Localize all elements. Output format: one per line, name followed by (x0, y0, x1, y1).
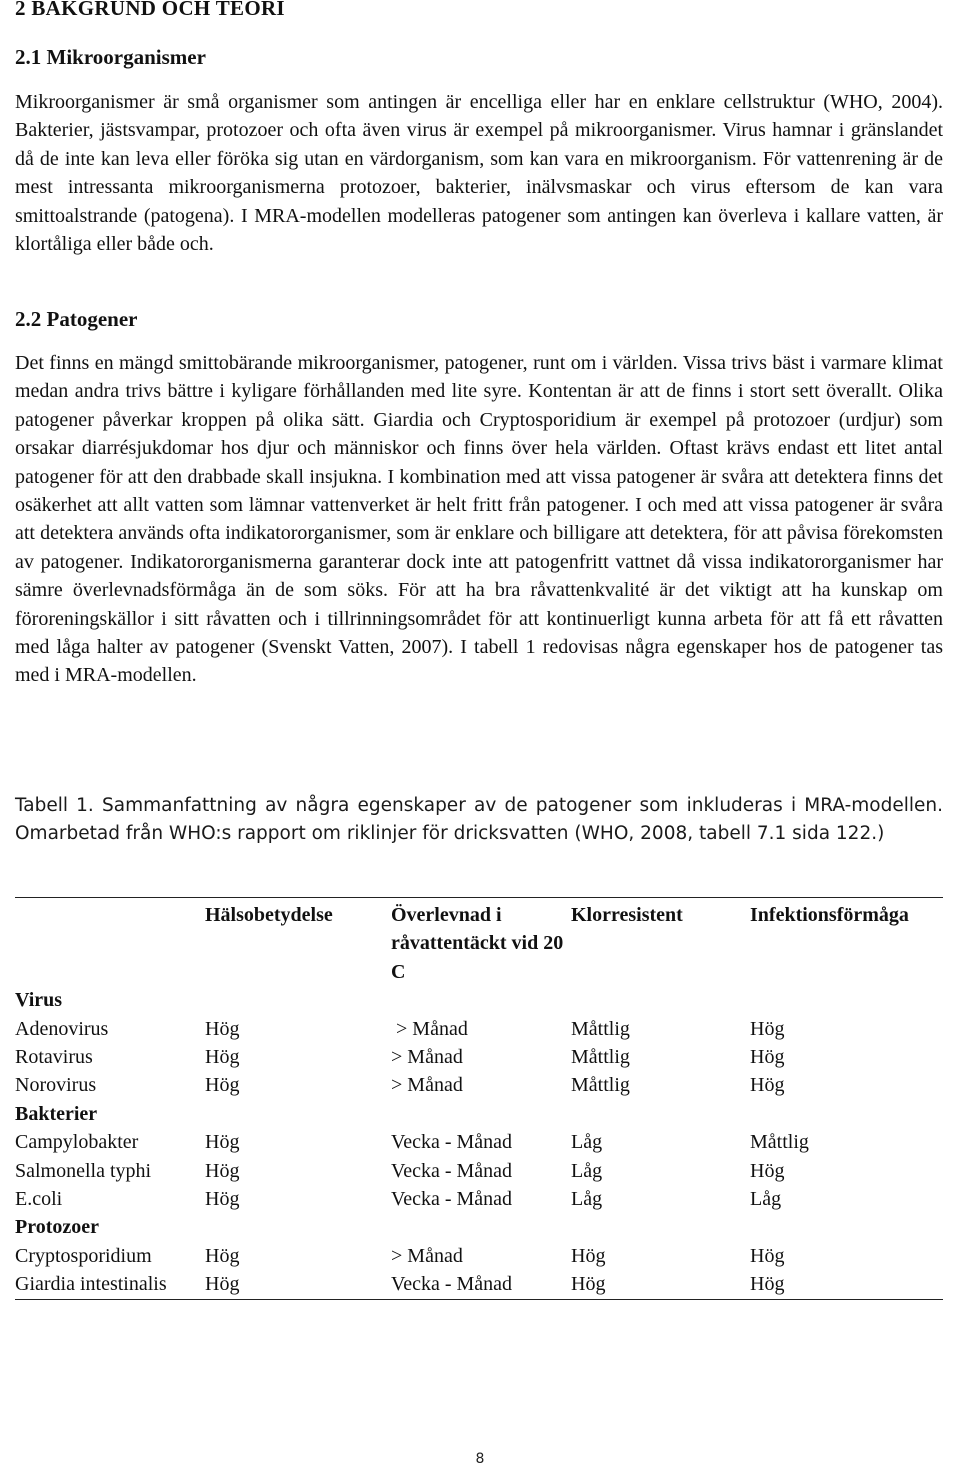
table-cell: Hög (750, 1244, 785, 1267)
pathogen-name: E.coli (15, 1188, 63, 1211)
table-cell: Hög (205, 1074, 240, 1097)
table-cell: Hög (205, 1131, 240, 1154)
table-header-row (15, 898, 943, 987)
section-heading-mikroorganismer: 2.1 Mikroorganismer (15, 45, 206, 69)
category-row (15, 1100, 943, 1128)
table-cell: Hög (205, 1188, 240, 1211)
table-row (15, 1185, 943, 1213)
table-cell: Vecka - Månad (391, 1159, 513, 1182)
pathogen-name: Campylobakter (15, 1131, 139, 1154)
table-cell: Hög (205, 1159, 240, 1182)
table-cell: Måttlig (750, 1131, 809, 1154)
table-cell: Hög (205, 1017, 240, 1040)
header-cell-overlevnad: Överlevnad i råvattentäckt vid 20 C (391, 904, 564, 983)
table-caption: Tabell 1. Sammanfattning av några egenskaper av de patogener som inkluderas i MRA-modellen. Omarbetad från WHO:s rapport om riklinjer för dricksvatten (WHO, 2008, tabell 7.1 sida 122.) (15, 795, 943, 845)
table-cell: Vecka - Månad (391, 1188, 513, 1211)
table-cell: Måttlig (571, 1046, 630, 1069)
table-cell: > Månad (391, 1244, 463, 1267)
table-cell: Låg (571, 1159, 603, 1182)
pathogen-name: Adenovirus (15, 1017, 109, 1040)
pathogen-name: Salmonella typhi (15, 1159, 152, 1182)
table-cell: > Månad (391, 1017, 468, 1040)
table-cell: Hög (205, 1273, 240, 1296)
table-row (15, 1242, 943, 1270)
pathogen-table (15, 897, 943, 1300)
table-cell: Hög (205, 1046, 240, 1069)
table-cell: Låg (571, 1188, 603, 1211)
chapter-heading: 2 BAKGRUND OCH TEORI (15, 0, 285, 20)
table-cell: Hög (750, 1046, 785, 1069)
table-cell: Vecka - Månad (391, 1131, 513, 1154)
header-cell-infektionsformaga: Infektionsförmåga (750, 904, 909, 926)
table-cell: Låg (571, 1131, 603, 1154)
table-cell: Hög (571, 1273, 606, 1296)
table-cell: Hög (205, 1244, 240, 1267)
table-cell: > Månad (391, 1046, 463, 1069)
category-cell: Protozoer (15, 1216, 100, 1239)
category-cell: Bakterier (15, 1102, 98, 1125)
header-cell-empty (15, 898, 205, 987)
category-row (15, 1213, 943, 1241)
table-cell: Vecka - Månad (391, 1273, 513, 1296)
paragraph-mikroorganismer: Mikroorganismer är små organismer som antingen är encelliga eller har en enklare cellstruktur (WHO, 2004). Bakterier, jästsvampar, protozoer och ofta även virus är exempel på mikroorganismer. Virus hamnar i gränslandet då de inte kan leva eller föröka sig utan en värdorganism, som kan vara en mikroorganism. För vattenrening är de mest intressanta mikroorganismerna protozoer, bakterier, inälvsmaskar och virus eftersom de kan vara smittoalstrande (patogena). I MRA-modellen modelleras patogener som antingen kan överleva i kallare vatten, är klortåliga eller både och. (15, 91, 943, 256)
table-cell: Hög (750, 1074, 785, 1097)
section-heading-patogener: 2.2 Patogener (15, 307, 138, 331)
table-row (15, 1128, 943, 1156)
table-row (15, 1015, 943, 1043)
table-row (15, 1157, 943, 1185)
table-cell: Låg (750, 1188, 782, 1211)
table-cell: Hög (750, 1273, 785, 1296)
pathogen-name: Giardia intestinalis (15, 1273, 167, 1296)
table-row (15, 1270, 943, 1299)
table-cell: Hög (750, 1159, 785, 1182)
paragraph-patogener: Det finns en mängd smittobärande mikroorganismer, patogener, runt om i världen. Vissa trivs bäst i varmare klimat medan andra trivs bättre i kyligare förhållanden med lite syre. Kontentan är att de finns i stort sett överallt. Olika patogener påverkar kroppen på olika sätt. Giardia och Cryptosporidium är exempel på protozoer (urdjur) som orsakar diarrésjukdomar hos djur och människor och finns över hela världen. Oftast krävs endast ett litet antal patogener för att den drabbade skall insjukna. I kombination med att vissa patogener är svåra att detektera finns det osäkerhet att allt vatten som lämnar vattenverket är helt fritt från patogener. I och med att vissa patogener är svåra att detektera används ofta indikatororganismer, som är enklare och billigare att detektera, för att påvisa förekomsten av patogener. Indikatororganismerna garanterar dock inte att patogenfritt vattnet då vissa indikatororganismer har sämre överlevnadsförmåga än de som söks. För att ha bra råvattenkvalité är det viktigt att ha kunskap om föroreningskällor i sitt råvatten och i tillrinningsområdet för att kontinuerligt kunna arbeta för att få ett råvatten med låga halter av patogener (Svenskt Vatten, 2007). I tabell 1 redovisas några egenskaper hos de patogener tas med i MRA-modellen. (15, 352, 943, 687)
category-cell: Virus (15, 989, 63, 1012)
table-cell: Måttlig (571, 1074, 630, 1097)
header-cell-halsobetydelse: Hälsobetydelse (205, 904, 333, 926)
category-row (15, 986, 943, 1014)
pathogen-name: Cryptosporidium (15, 1244, 152, 1267)
page-number: 8 (475, 1451, 485, 1467)
table-cell: Hög (750, 1017, 785, 1040)
table-cell: > Månad (391, 1074, 463, 1097)
header-cell-klorresistent: Klorresistent (571, 904, 683, 926)
table-cell: Måttlig (571, 1017, 630, 1040)
pathogen-name: Rotavirus (15, 1046, 93, 1069)
table-row (15, 1043, 943, 1071)
pathogen-name: Norovirus (15, 1074, 97, 1097)
table-cell: Hög (571, 1244, 606, 1267)
table-row (15, 1071, 943, 1099)
